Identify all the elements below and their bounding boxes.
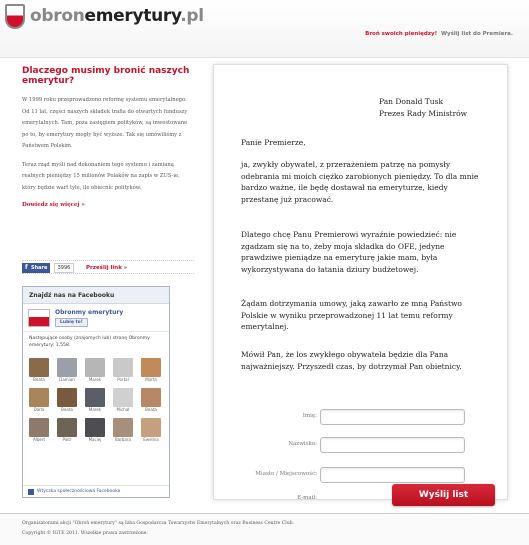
letter-addressee — [379, 96, 467, 120]
page-avatar[interactable] — [28, 309, 50, 327]
fan-item[interactable] — [57, 358, 77, 384]
city-input[interactable] — [320, 467, 465, 483]
footer-organizers: Organizatorami akcji "Obroń emerytury" są Izba Gospodarcza Towarzystw Emerytalnych oraz Business Centre Club. — [22, 521, 295, 526]
surname-label: Nazwisko: — [288, 441, 317, 447]
facebook-page-name[interactable]: Obronmy emerytury — [55, 309, 124, 316]
form-row-name — [214, 409, 509, 425]
fan-item[interactable] — [29, 358, 49, 384]
form-row-surname — [214, 437, 509, 453]
send-link-button[interactable]: Prześlij link » — [86, 265, 128, 271]
form-row-city — [214, 467, 509, 483]
email-label: E-mail: — [297, 495, 317, 501]
cta-red-text: Broń swoich pieniędzy! — [365, 31, 438, 37]
fan-item[interactable] — [113, 418, 133, 444]
facebook-like-button[interactable]: Lubię to! — [55, 318, 88, 327]
name-input[interactable] — [320, 409, 465, 425]
share-count: 3996 — [54, 263, 74, 273]
shield-logo-icon[interactable] — [5, 4, 25, 29]
fan-item[interactable] — [141, 418, 161, 444]
fan-name: Marek — [88, 377, 102, 382]
fan-item[interactable] — [113, 358, 133, 384]
intro-paragraph-2: Teraz rząd myśli nad dokonaniem tego systemu i zamianą realnych pieniędzy 15 milionów Polaków na zapis w ZUS-ie, który będzie wart tyle, ile obiecnic polityków. — [22, 161, 180, 191]
footer-copyright: Copyright © IGTE 2011. Wszelkie prawa zastrzeżone. — [22, 531, 148, 536]
fan-item[interactable] — [29, 388, 49, 414]
fan-name: Beata — [145, 407, 157, 412]
letter-paragraph-4: Mówił Pan, że los zwykłego obywatela będzie dla Pana najważniejszy. Przyszedł czas, by dotrzymał Pan obietnicy. — [241, 350, 462, 371]
fan-name: Ewelina — [143, 437, 159, 442]
share-bar — [22, 260, 194, 274]
fan-avatar — [85, 388, 105, 407]
send-letter-button[interactable]: Wyślij list — [392, 484, 495, 506]
fan-avatar — [113, 418, 133, 437]
fan-avatar — [57, 388, 77, 407]
facebook-like-box — [22, 286, 170, 498]
letter-paragraph-2: Dlatego chcę Panu Premierowi wyraźnie powiedzieć: nie zgadzam się na to, żeby moja składka do OFE, jedyne prawdziwe pieniądze na emeryturę jakie mam, była wykorzystywana do łatania dziury budżetowej. — [241, 230, 457, 274]
fan-name: Damian — [59, 377, 75, 382]
fan-avatar — [29, 388, 49, 407]
letter-card — [213, 64, 508, 500]
letter-paragraph-1: ja, zwykły obywatel, z przerażeniem patrzę na pomysły odebrania mi moich ciężko zarobionych pieniędzy. To dla mnie bardzo ważne, ile będę dostawał na emeryturze, kiedy przestanę już pracować. — [241, 160, 479, 204]
fan-item[interactable] — [141, 388, 161, 414]
facebook-fans-count: Następujące osoby (znajomych lub) stronę Obronmy emerytury: 1,558. — [29, 336, 150, 348]
fan-name: Piotr — [62, 437, 72, 442]
addressee-name: Pan Donald Tusk — [379, 97, 444, 106]
fan-avatar — [29, 358, 49, 377]
fan-avatar — [57, 358, 77, 377]
surname-input[interactable] — [320, 437, 465, 453]
addressee-title: Prezes Rady Ministrów — [379, 109, 468, 118]
fan-item[interactable] — [85, 388, 105, 414]
site-header — [0, 0, 529, 58]
fan-avatar — [57, 418, 77, 437]
fan-name: Marta — [145, 377, 157, 382]
facebook-plugin-footer[interactable]: Wtyczka społecznościowa Facebooka — [23, 485, 169, 497]
intro-paragraph-1: W 1999 roku przeprowadzono reformę systemu emerytalnego. Od 11 lat, części naszych składek trafia do otwartych funduszy emerytalnych. Tam, poza zasięgiem polityków, są inwestowane po to, by emerytury mogły być wyższe. Tak się umówiliśmy z Państwem Polskim. — [22, 97, 188, 149]
fan-avatar — [29, 418, 49, 437]
fan-name: Portal — [117, 377, 129, 382]
name-label: Imię: — [302, 413, 317, 419]
fan-avatar — [113, 388, 133, 407]
page-footer — [0, 513, 529, 545]
site-logo[interactable] — [30, 6, 204, 26]
logo-text-part3: .pl — [180, 6, 204, 26]
fan-avatar — [141, 358, 161, 377]
letter-paragraph-3: Żądam dotrzymania umowy, jaką zawarło ze mną Państwo Polskie w wyniku przeprowadzonej 11 lat temu reformy emerytalnej. — [241, 299, 462, 331]
learn-more-link[interactable]: Dowiedz się więcej » — [22, 202, 85, 208]
fan-item[interactable] — [29, 418, 49, 444]
fan-item[interactable] — [57, 388, 77, 414]
facebook-page-header — [23, 304, 169, 332]
fan-name: Darla — [33, 407, 45, 412]
fan-name: Barbara — [115, 437, 131, 442]
fan-item[interactable] — [57, 418, 77, 444]
fan-name: Marek — [88, 407, 102, 412]
facebook-share-button[interactable]: f Share — [22, 263, 50, 273]
fan-item[interactable] — [141, 358, 161, 384]
fan-item[interactable] — [85, 358, 105, 384]
section-title: Dlaczego musimy bronić naszych emerytur? — [22, 66, 190, 86]
fan-avatar — [141, 388, 161, 407]
letter-salutation: Panie Premierze, — [241, 138, 306, 147]
fan-name: Albert — [32, 437, 46, 442]
fan-name: Michał — [116, 407, 130, 412]
fan-name: Maciej — [88, 437, 102, 442]
header-call-to-action[interactable] — [365, 31, 513, 37]
fan-item[interactable] — [113, 388, 133, 414]
fan-avatar — [113, 358, 133, 377]
logo-text-part2: emerytury — [84, 6, 181, 26]
logo-text-part1: obron — [30, 6, 85, 26]
fan-name: Beata — [33, 377, 45, 382]
fan-name: Beata — [61, 407, 73, 412]
fan-item[interactable] — [85, 418, 105, 444]
fan-avatar — [85, 358, 105, 377]
facebook-box-title: Znajdź nas na Facebooku — [23, 287, 169, 304]
fan-avatar — [141, 418, 161, 437]
left-column — [22, 66, 194, 208]
cta-grey-text: Wyślij list do Premiera. — [440, 31, 513, 37]
fan-avatar — [85, 418, 105, 437]
city-label: Miasto / Miejscowość: — [255, 471, 317, 477]
